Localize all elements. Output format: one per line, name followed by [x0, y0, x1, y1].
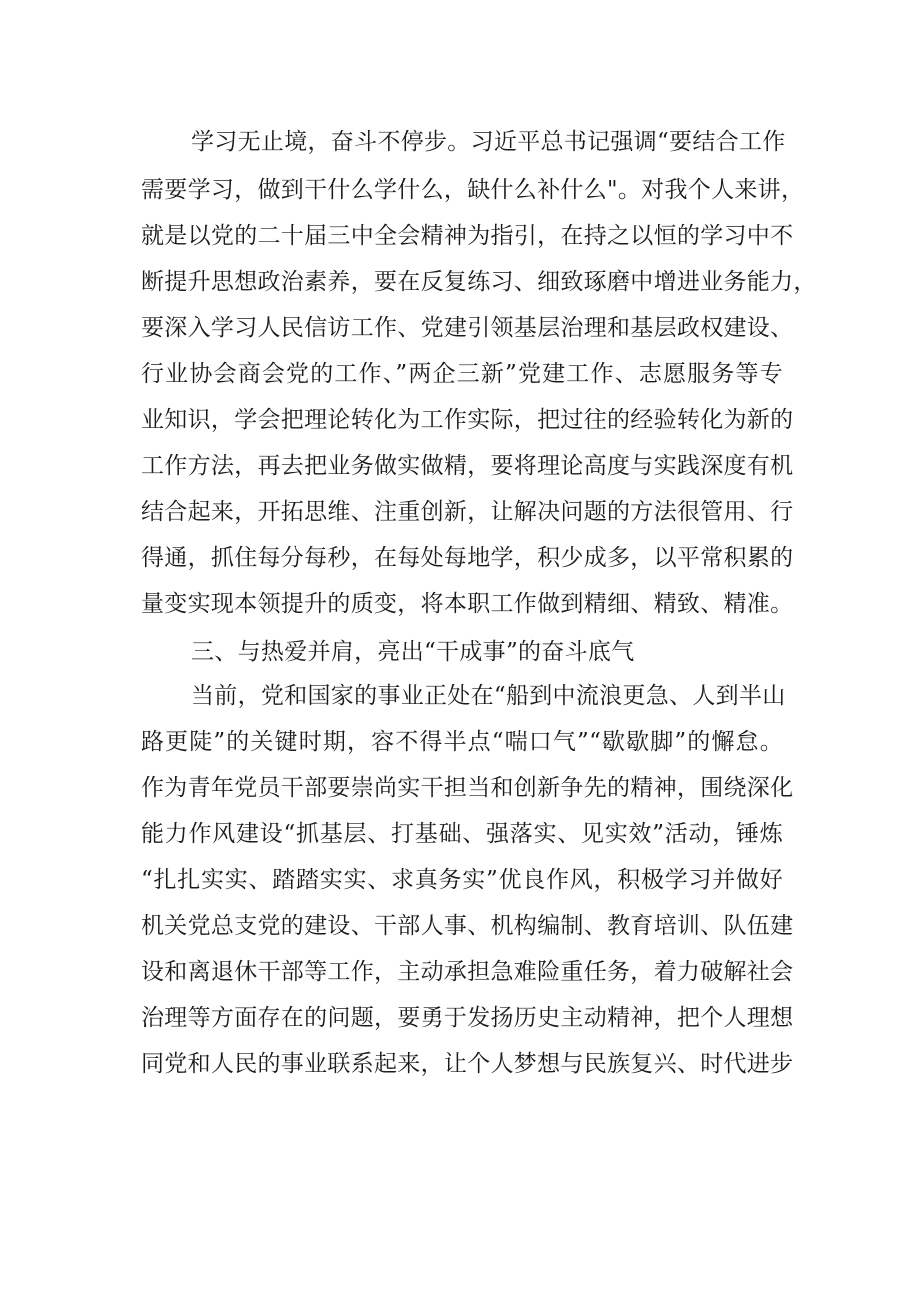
paragraph-2-line-2: 路更陡”的关键时期，容不得半点“喘口气”“歇歇脚”的懈怠。: [141, 729, 783, 755]
paragraph-1-line-7: 业知识，学会把理论转化为工作实际，把过往的经验转化为新的: [141, 407, 794, 433]
paragraph-2-line-3: 作为青年党员干部要崇尚实干担当和创新争先的精神，围绕深化: [141, 775, 794, 801]
paragraph-1-line-6: 行业协会商会党的工作、”两企三新”党建工作、志愿服务等专: [141, 361, 783, 387]
paragraph-2-line-8: 治理等方面存在的问题，要勇于发扬历史主动精神，把个人理想: [141, 1005, 794, 1031]
paragraph-2-line-6: 机关党总支党的建设、干部人事、机构编制、教育培训、队伍建: [141, 913, 794, 939]
paragraph-1-line-3: 就是以党的二十届三中全会精神为指引，在持之以恒的学习中不: [141, 223, 794, 249]
paragraph-1-line-9: 结合起来，开拓思维、注重创新，让解决问题的方法很管用、行: [141, 499, 794, 525]
paragraph-1-line-1: 学习无止境，奋斗不停步。习近平总书记强调“要结合工作: [191, 129, 786, 155]
paragraph-2-line-9: 同党和人民的事业联系起来，让个人梦想与民族复兴、时代进步: [141, 1051, 794, 1077]
paragraph-1-line-5: 要深入学习人民信访工作、党建引领基层治理和基层政权建设、: [141, 315, 794, 341]
paragraph-2-line-7: 设和离退休干部等工作，主动承担急难险重任务，着力破解社会: [141, 959, 794, 985]
paragraph-1-line-10: 得通，抓住每分每秒，在每处每地学，积少成多，以平常积累的: [141, 545, 794, 571]
paragraph-1-line-4: 断提升思想政治素养，要在反复练习、细致琢磨中增进业务能力，: [141, 269, 817, 295]
paragraph-2-line-5: “扎扎实实、踏踏实实、求真务实”优良作风，积极学习并做好: [141, 867, 783, 893]
section-heading-3: 三、与热爱并肩，亮出“干成事”的奋斗底气: [191, 639, 635, 665]
paragraph-1-line-2: 需要学习，做到干什么学什么，缺什么补什么"。对我个人来讲，: [141, 177, 805, 203]
paragraph-2-line-1: 当前，党和国家的事业正处在“船到中流浪更急、人到半山: [191, 683, 786, 709]
paragraph-2-line-4: 能力作风建设“抓基层、打基础、强落实、见实效”活动，锤炼: [141, 821, 783, 847]
paragraph-1-line-11: 量变实现本领提升的质变，将本职工作做到精细、精致、精准。: [141, 591, 794, 617]
paragraph-1-line-8: 工作方法，再去把业务做实做精，要将理论高度与实践深度有机: [141, 453, 794, 479]
